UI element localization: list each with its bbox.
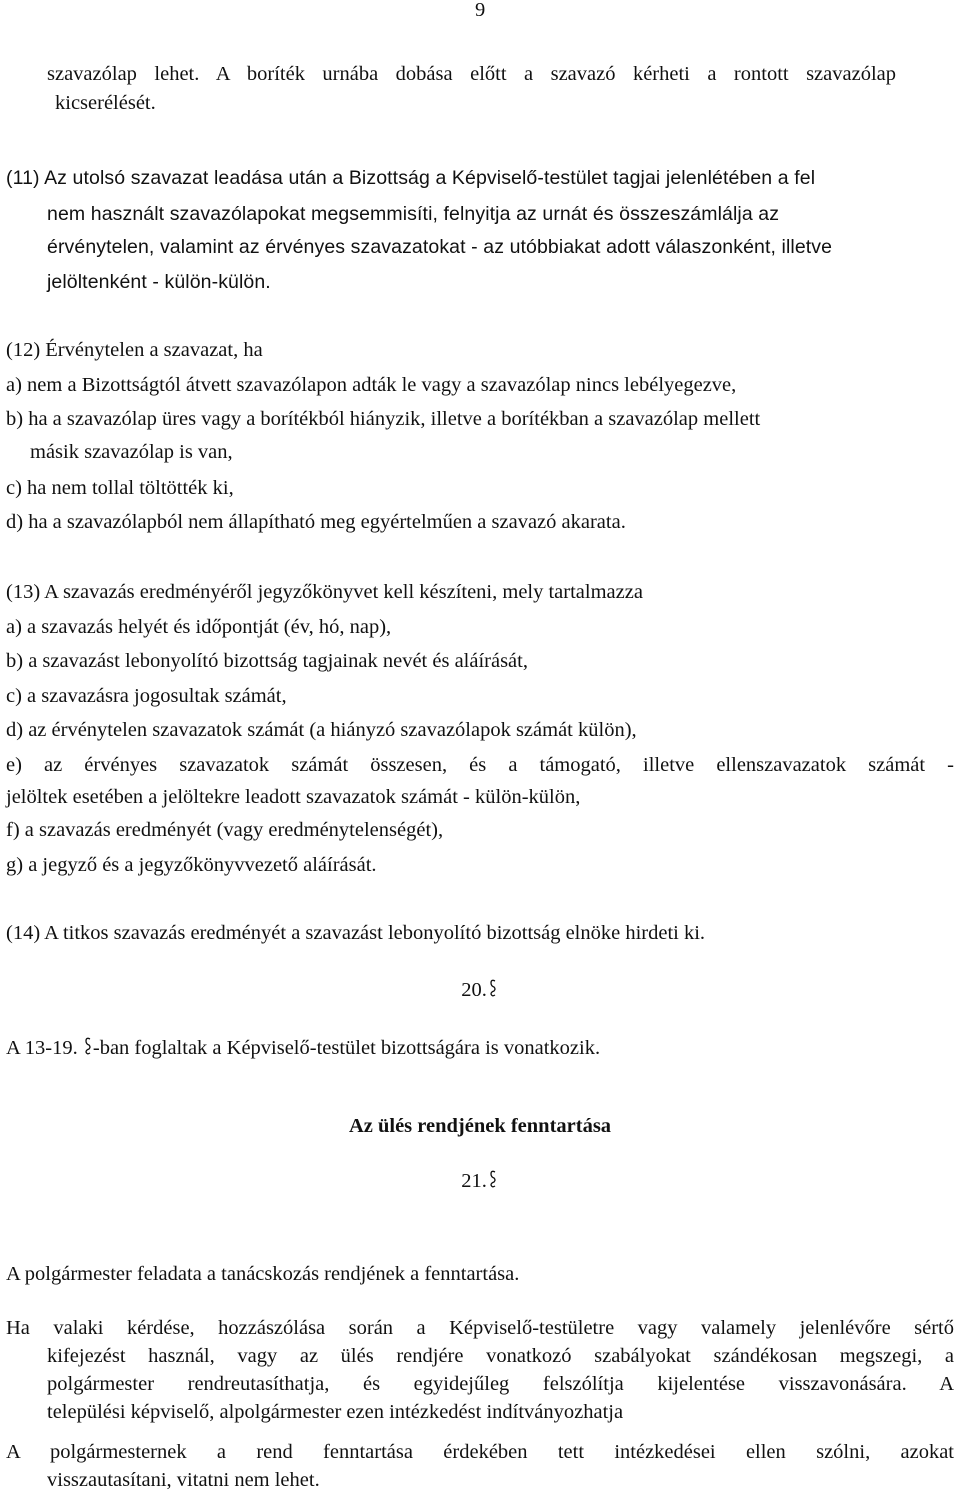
section-21-number: 21.: [461, 1170, 487, 1192]
section-sign-icon: [487, 978, 499, 1006]
p13-item-d: d) az érvénytelen szavazatok számát (a hiányzó szavazólapok számát külön),: [6, 719, 637, 741]
section-20-text: [6, 1034, 600, 1062]
p12-item-b-cont: másik szavazólap is van,: [30, 441, 233, 463]
p14-line: (14) A titkos szavazás eredményét a szavazást lebonyolító bizottság elnöke hirdeti ki.: [6, 922, 706, 944]
p13-item-e: e) az érvényes szavazatok számát összesen, és a támogató, illetve ellenszavazatok számát -: [6, 754, 954, 776]
section-sign-glyph: [83, 1036, 93, 1056]
section-sign-icon: [487, 1169, 499, 1197]
section-20-text-before: A 13-19.: [6, 1037, 78, 1059]
section-title: Az ülés rendjének fenntartása: [348, 1115, 612, 1137]
section-20-text-after: -ban foglaltak a Képviselő-testület bizottságára is vonatkozik.: [92, 1037, 601, 1059]
section-sign-glyph: [488, 978, 498, 998]
intro-line-2: kicserélését.: [55, 92, 156, 114]
p13-item-c: c) a szavazásra jogosultak számát,: [6, 685, 287, 707]
section-21-p2-line-1: Ha valaki kérdése, hozzászólása során a Képviselő-testületre vagy valamely jelenlévőre sértő: [6, 1317, 954, 1339]
p12-item-d: d) ha a szavazólapból nem állapítható meg egyértelműen a szavazó akarata.: [6, 511, 626, 533]
p13-item-b: b) a szavazást lebonyolító bizottság tagjainak nevét és aláírását,: [6, 650, 528, 672]
p11-line-3: érvénytelen, valamint az érvényes szavazatokat - az utóbbiakat adott válaszonként, illetve: [47, 236, 833, 258]
section-21-p1: A polgármester feladata a tanácskozás rendjének a fenntartása.: [6, 1263, 520, 1285]
section-21-p3-line-2: visszautasítani, vitatni nem lehet.: [47, 1469, 320, 1491]
p13-item-f: f) a szavazás eredményét (vagy eredménytelenségét),: [6, 819, 444, 841]
section-20-heading: [0, 976, 960, 1004]
p13-item-g: g) a jegyző és a jegyzőkönyvvezető aláírását.: [6, 854, 377, 876]
section-20-number: 20.: [461, 979, 487, 1001]
p12-item-b: b) ha a szavazólap üres vagy a borítékból hiányzik, illetve a borítékban a szavazólap mellett: [6, 408, 761, 430]
p11-line-1: (11) Az utolsó szavazat leadása után a Bizottság a Képviselő-testület tagjai jelenlétében a fel: [6, 167, 816, 189]
page-number: 9: [475, 0, 486, 21]
section-sign-glyph: [488, 1169, 498, 1189]
p13-item-e-cont: jelöltek esetében a jelöltekre leadott szavazatok számát - külön-külön,: [6, 786, 581, 808]
p13-item-a: a) a szavazás helyét és időpontját (év, hó, nap),: [6, 616, 392, 638]
section-21-p2-line-4: települési képviselő, alpolgármester ezen intézkedést indítványozhatja: [47, 1401, 624, 1423]
p11-line-4: jelöltenként - külön-külön.: [47, 271, 271, 293]
p12-item-c: c) ha nem tollal töltötték ki,: [6, 477, 234, 499]
p11-line-2: nem használt szavazólapokat megsemmisíti, felnyitja az urnát és összeszámlálja az: [47, 203, 780, 225]
section-21-heading: [0, 1167, 960, 1195]
p13-line-1: (13) A szavazás eredményéről jegyzőkönyvet kell készíteni, mely tartalmazza: [6, 581, 643, 603]
section-21-p2-line-2: kifejezést használ, vagy az ülés rendjére vonatkozó szabályokat szándékosan megszegi, a: [47, 1345, 954, 1367]
intro-line-1: szavazólap lehet. A boríték urnába dobása előtt a szavazó kérheti a rontott szavazólap: [47, 63, 896, 85]
section-21-p2-line-3: polgármester rendreutasíthatja, és egyidejűleg felszólítja kijelentése visszavonására. A: [47, 1373, 954, 1395]
p12-line-1: (12) Érvénytelen a szavazat, ha: [6, 339, 263, 361]
p12-item-a: a) nem a Bizottságtól átvett szavazólapon adták le vagy a szavazólap nincs lebélyegezve,: [6, 374, 737, 396]
section-21-p3-line-1: A polgármesternek a rend fenntartása érdekében tett intézkedései ellen szólni, azokat: [6, 1441, 954, 1463]
section-sign-icon: [83, 1036, 93, 1064]
